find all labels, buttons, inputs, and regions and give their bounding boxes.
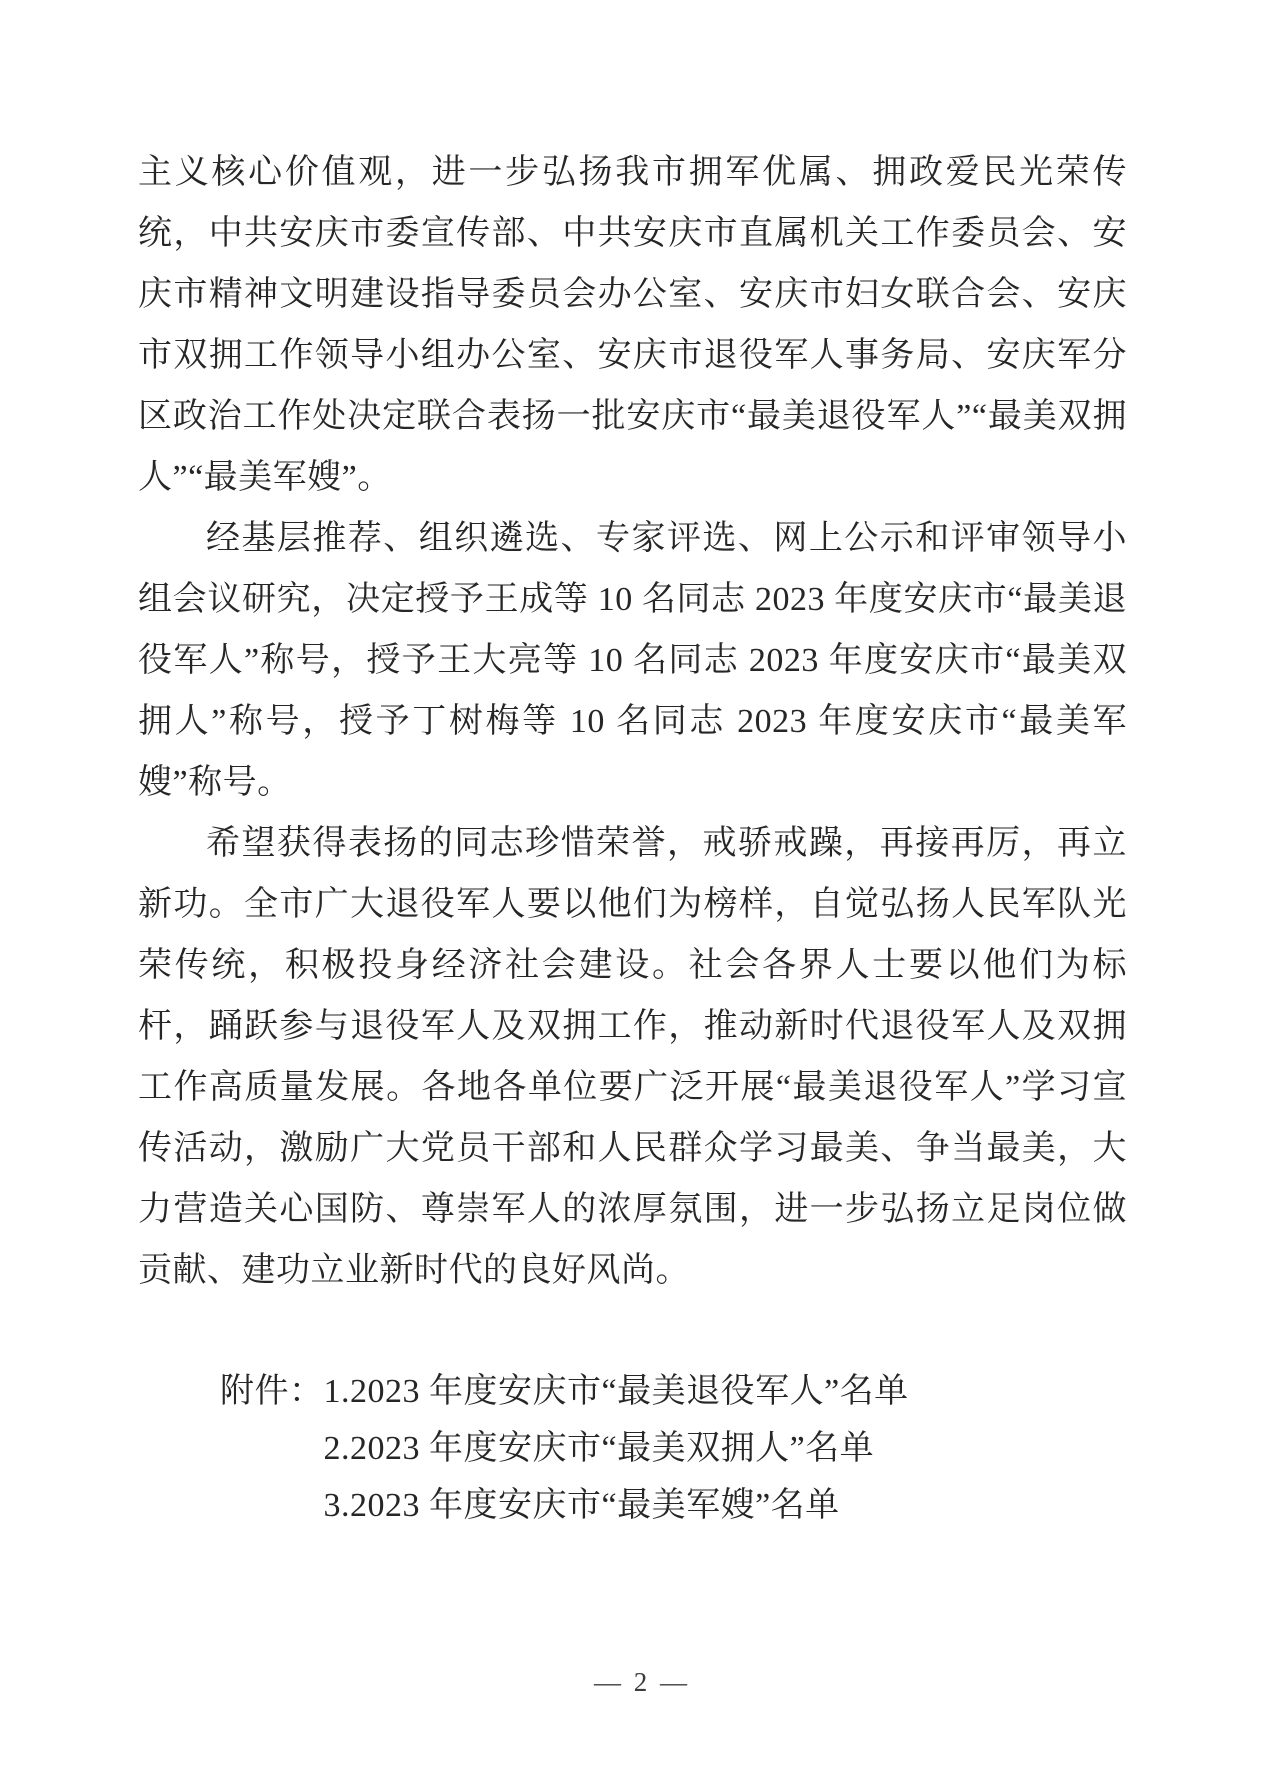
attachment-item-3: 3.2023 年度安庆市“最美军嫂”名单 xyxy=(323,1487,840,1524)
body-paragraph-3: 希望获得表扬的同志珍惜荣誉，戒骄戒躁，再接再厉，再立新功。全市广大退役军人要以他们为榜样，自觉弘扬人民军队光荣传统，积极投身经济社会建设。社会各界人士要以他们为标杆，踊跃参与退役军人及双拥工作，推动新时代退役军人及双拥工作高质量发展。各地各单位要广泛开展“最美退役军人”学习宣传活动，激励广大党员干部和人民群众学习最美、争当最美，大力营造关心国防、尊崇军人的浓厚氛围，进一步弘扬立足岗位做贡献、建功立业新时代的良好风尚。 xyxy=(138,825,1127,1289)
attachment-item-1: 1.2023 年度安庆市“最美退役军人”名单 xyxy=(323,1373,909,1410)
attachments-block xyxy=(220,1363,909,1534)
attachments-label: 附件： xyxy=(220,1373,324,1410)
attachments-list xyxy=(324,1363,909,1534)
body-paragraph-1: 主义核心价值观，进一步弘扬我市拥军优属、拥政爱民光荣传统，中共安庆市委宣传部、中共安庆市直属机关工作委员会、安庆市精神文明建设指导委员会办公室、安庆市妇女联合会、安庆市双拥工作领导小组办公室、安庆市退役军人事务局、安庆军分区政治工作处决定联合表扬一批安庆市“最美退役军人”“最美双拥人”“最美军嫂”。 xyxy=(138,154,1127,496)
attachment-item-2: 2.2023 年度安庆市“最美双拥人”名单 xyxy=(323,1430,875,1467)
document-body xyxy=(138,142,1127,1301)
body-paragraph-2: 经基层推荐、组织遴选、专家评选、网上公示和评审领导小组会议研究，决定授予王成等 10 名同志 2023 年度安庆市“最美退役军人”称号，授予王大亮等 10 名同志 2023 年度安庆市“最美双拥人”称号，授予丁树梅等 10 名同志 2023 年度安庆市“最美军嫂”称号。 xyxy=(138,520,1127,801)
page-number: — 2 — xyxy=(594,1667,690,1697)
